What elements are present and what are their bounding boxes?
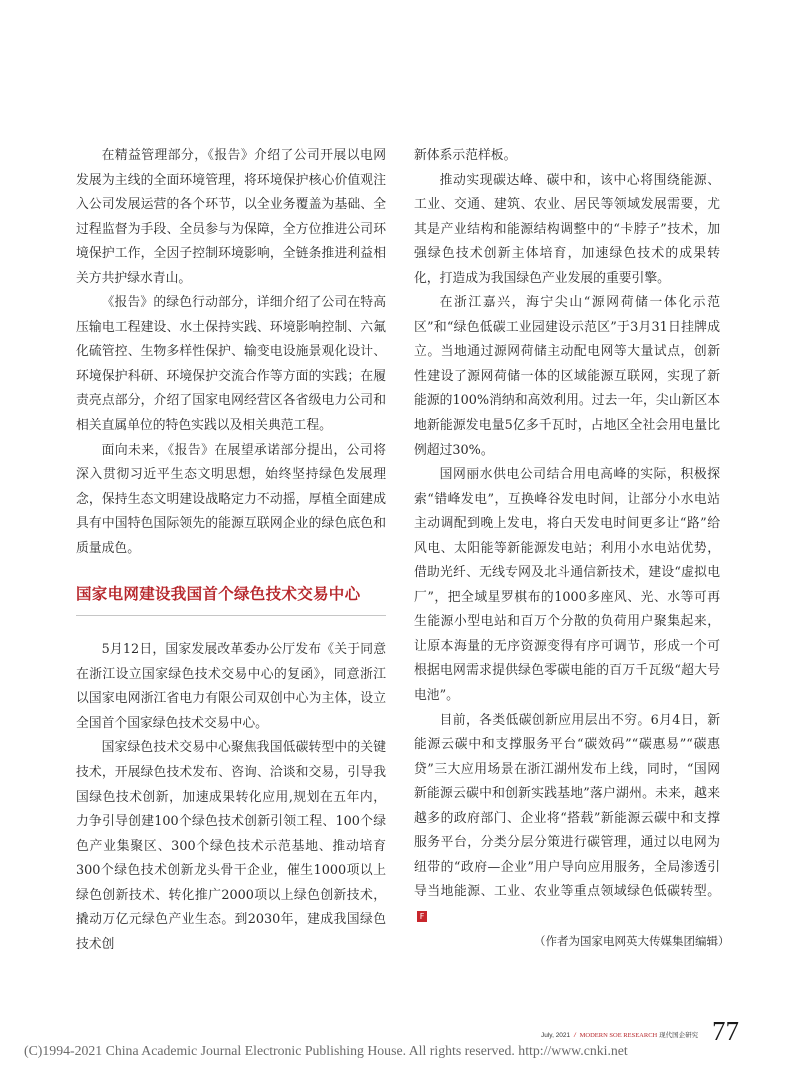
magazine-name-en: MODERN SOE RESEARCH xyxy=(579,1032,658,1039)
author-note: （作者为国家电网英大传媒集团编辑） xyxy=(534,934,730,948)
page-number: 77 xyxy=(712,1016,739,1046)
magazine-name-cn: 现代国企研究 xyxy=(659,1032,699,1039)
end-mark-icon: F xyxy=(417,911,427,922)
paragraph-text: 目前，各类低碳创新应用层出不穷。6月4日，新能源云碳中和支撑服务平台“碳效码”“碳惠易”“碳惠贷”三大应用场景在浙江湖州发布上线，同时，“国网新能源云碳中和创新实践基地”落户湖州。未来，越来越多的政府部门、企业将“搭载”新能源云碳中和支撑服务平台，分类分层分策进行碳管理，通过以电网为纽带的“政府—企业”用户导向应用服务，全局渗透引导当地能源、工业、农业等重点领域绿色低碳转型。 xyxy=(414,712,720,900)
paragraph: 国网丽水供电公司结合用电高峰的实际，积极探索“错峰发电”，互换峰谷发电时间，让部分小水电站主动调配到晚上发电，将白天发电时间更多让“路”给风电、太阳能等新能源发电站；利用小水电站优势，借助光纤、无线专网及北斗通信新技术，建设“虚拟电厂”，把全域星罗棋布的1000多座风、光、水等可再生能源小型电站和百万个分散的负荷用户聚集起来，让原本海量的无序资源变得有序可调节，形成一个可根据电网需求提供绿色零碳电能的百万千瓦级“超大号电池”。 xyxy=(414,467,720,704)
section-heading: 国家电网建设我国首个绿色技术交易中心 xyxy=(76,583,386,616)
paragraph-last xyxy=(414,709,720,930)
paragraph: 5月12日，国家发展改革委办公厅发布《关于同意在浙江设立国家绿色技术交易中心的复函》，同意浙江以国家电网浙江省电力有限公司双创中心为主体，设立全国首个国家绿色技术交易中心。 xyxy=(76,642,386,731)
paragraph: 推动实现碳达峰、碳中和，该中心将围绕能源、工业、交通、建筑、农业、居民等领域发展需要，尤其是产业结构和能源结构调整中的“卡脖子”技术，加强绿色技术创新主体培育，加速绿色技术的成果转化，打造成为我国绿色产业发展的重要引擎。 xyxy=(414,172,720,286)
right-column xyxy=(414,144,720,930)
paragraph: 国家绿色技术交易中心聚焦我国低碳转型中的关键技术，开展绿色技术发布、咨询、洽谈和交易，引导我国绿色技术创新，加速成果转化应用,规划在五年内，力争引导创建100个绿色技术创新引领工程、100个绿色产业集聚区、300个绿色技术示范基地、推动培育300个绿色技术创新龙头骨干企业，催生1000项以上绿色创新技术、转化推广2000项以上绿色创新技术，撬动万亿元绿色产业生态。到2030年，建成我国绿色技术创 xyxy=(76,740,386,952)
footer-separator: / xyxy=(573,1032,576,1039)
paragraph: 《报告》的绿色行动部分，详细介绍了公司在特高压输电工程建设、水土保持实践、环境影响控制、六氟化硫管控、生物多样性保护、输变电设施景观化设计、环境保护科研、环境保护交流合作等方面的实践；在履责亮点部分，介绍了国家电网经营区各省级电力公司和相关直属单位的特色实践以及相关典范工程。 xyxy=(76,295,386,434)
footer-info xyxy=(541,1030,698,1039)
copyright-line: (C)1994-2021 China Academic Journal Electronic Publishing House. All rights reserved. http://www.cnki.net xyxy=(24,1043,628,1058)
paragraph: 面向未来，《报告》在展望承诺部分提出，公司将深入贯彻习近平生态文明思想，始终坚持绿色发展理念，保持生态文明建设战略定力不动摇，厚植全面建成具有中国特色国际领先的能源互联网企业的绿色底色和质量成色。 xyxy=(76,442,386,556)
paragraph-continuation: 新体系示范样板。 xyxy=(414,148,517,163)
issue-date: July, 2021 xyxy=(541,1032,571,1039)
paragraph: 在浙江嘉兴，海宁尖山“源网荷储一体化示范区”和“绿色低碳工业园建设示范区”于3月31日挂牌成立。当地通过源网荷储主动配电网等大量试点，创新性建设了源网荷储一体的区域能源互联网，实现了新能源的100%消纳和高效利用。过去一年，尖山新区本地新能源发电量5亿多千瓦时，占地区全社会用电量比例超过30%。 xyxy=(414,295,720,458)
left-column xyxy=(76,144,386,957)
paragraph: 在精益管理部分，《报告》介绍了公司开展以电网发展为主线的全面环境管理，将环境保护核心价值观注入公司发展运营的各个环节，以全业务覆盖为基础、全过程监督为手段、全员参与为保障，全方位推进公司环境保护工作，全因子控制环境影响，全链条推进利益相关方共护绿水青山。 xyxy=(76,148,386,286)
